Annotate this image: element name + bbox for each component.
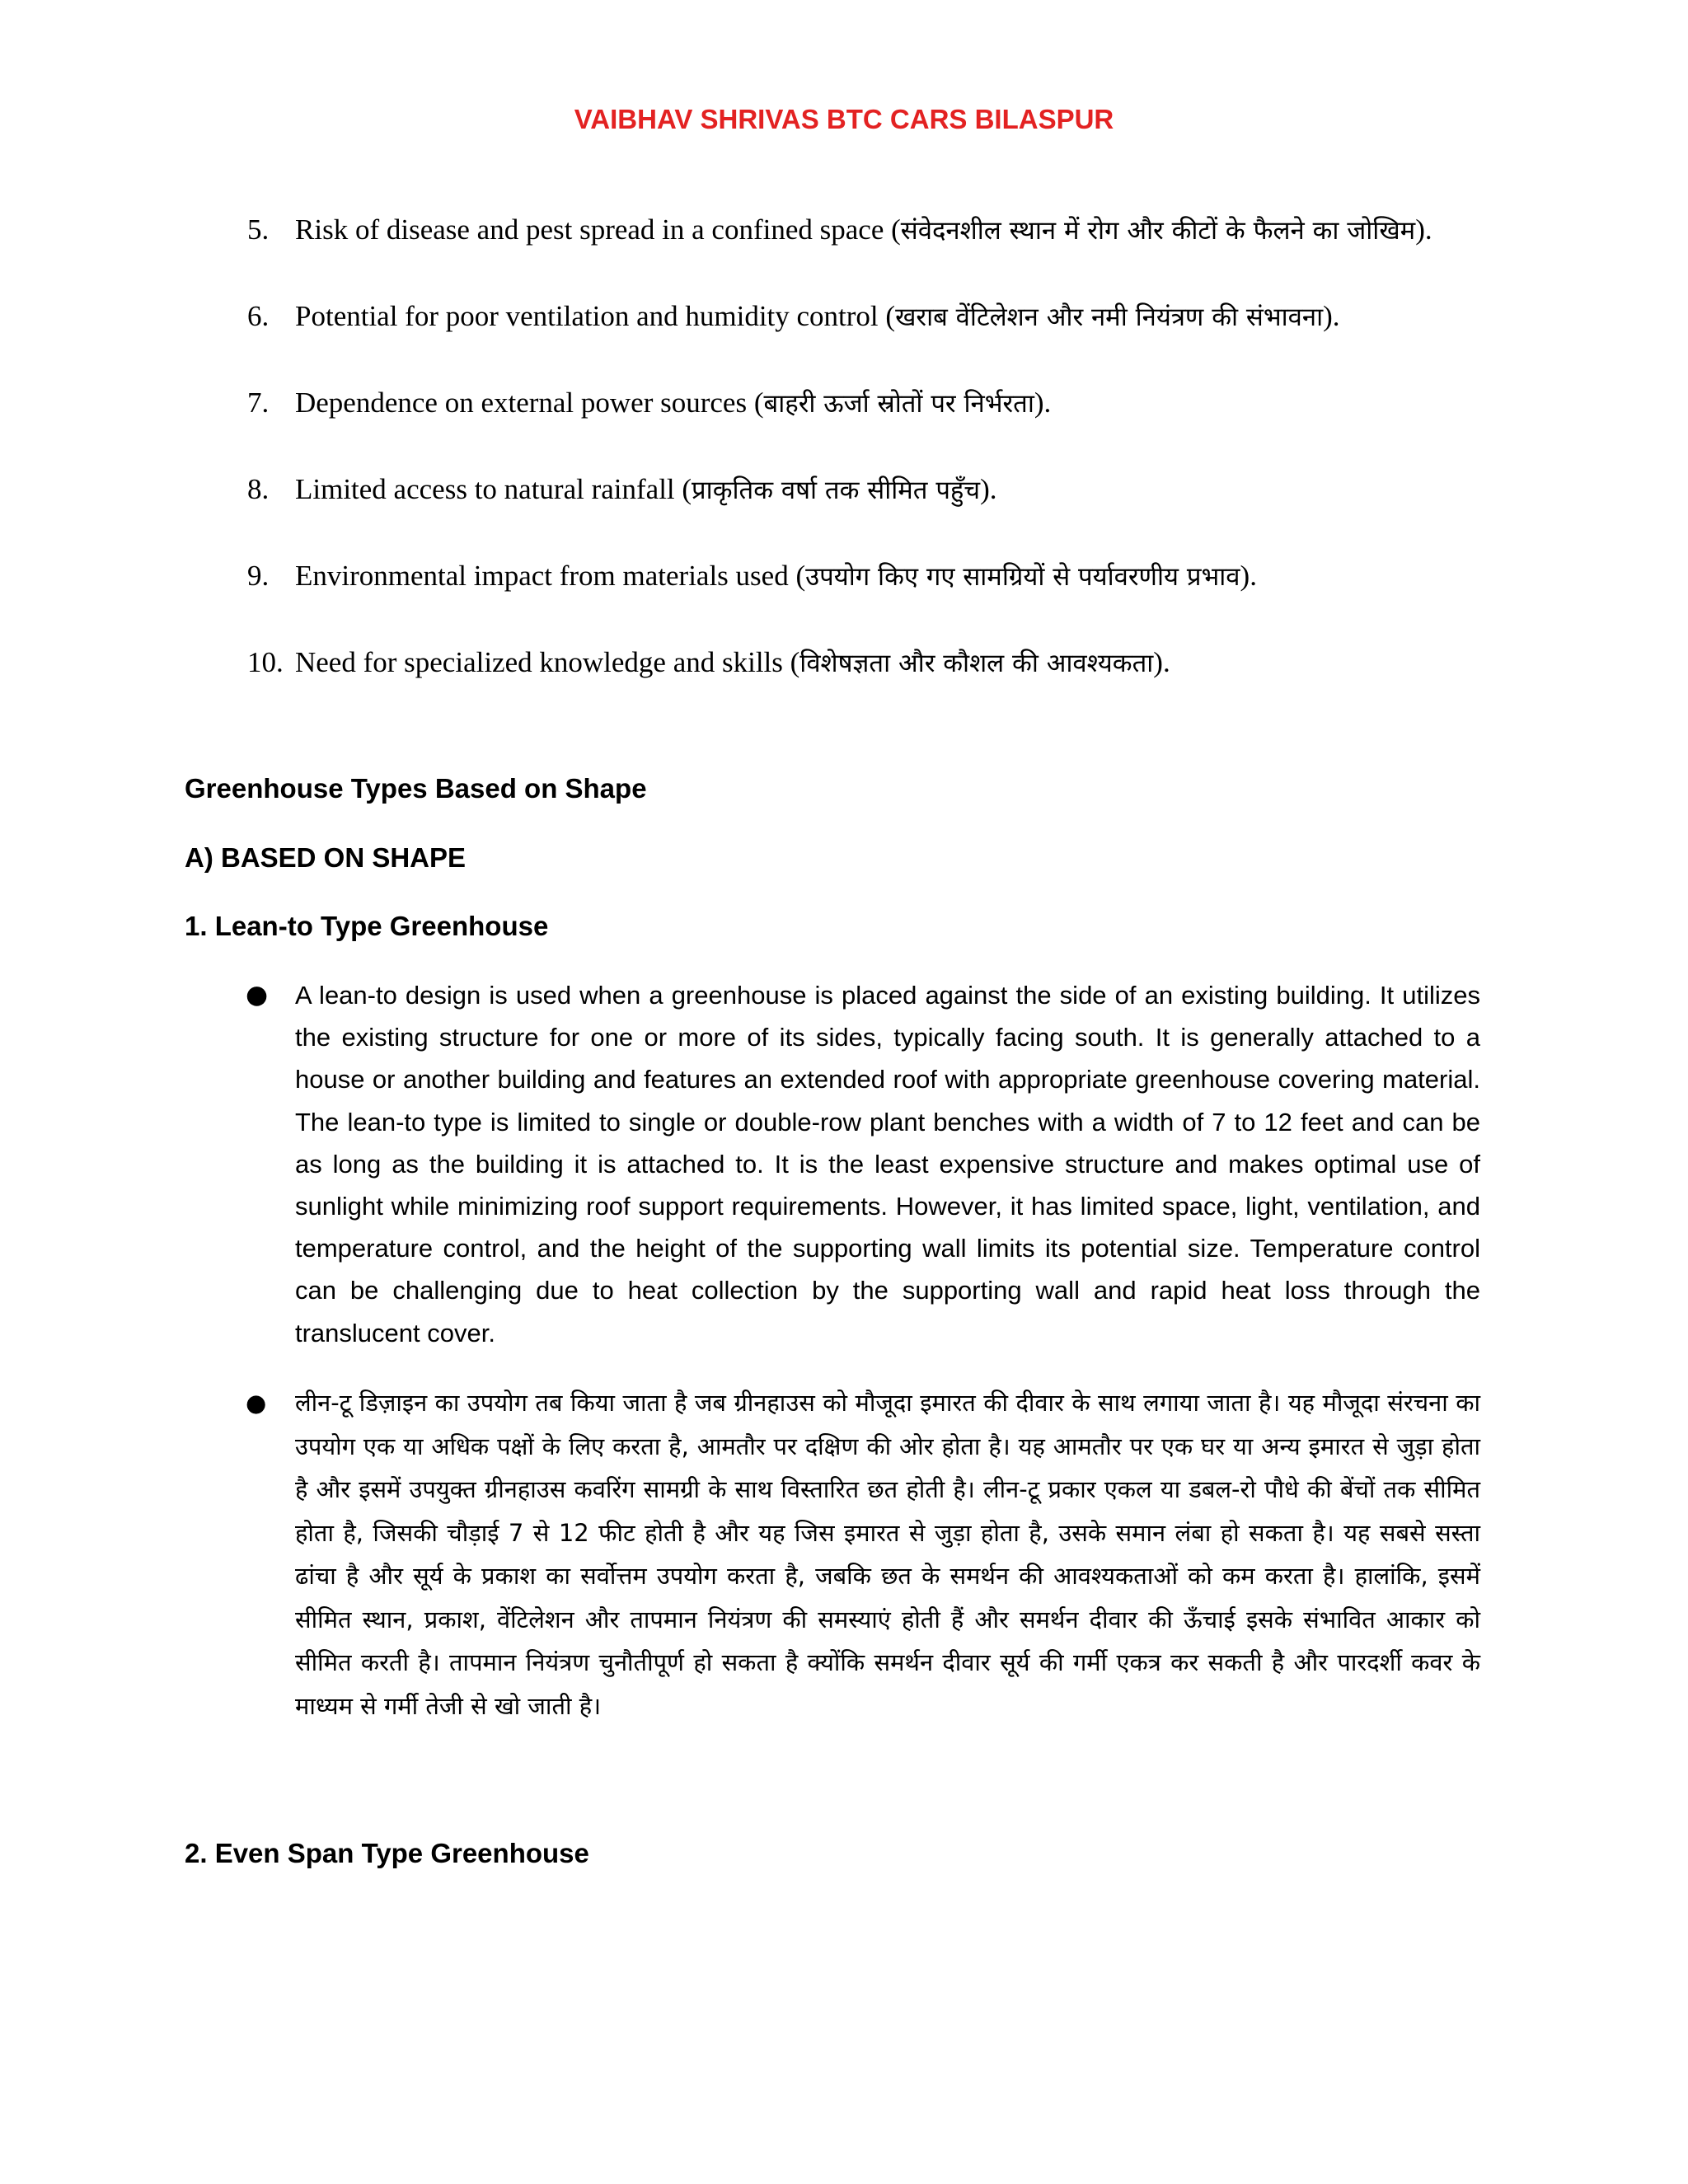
lean-to-english-list <box>247 974 1480 1354</box>
item-hindi-text: उपयोग किए गए सामग्रियों से पर्यावरणीय प्रभाव <box>805 562 1240 592</box>
even-span-heading: 2. Even Span Type Greenhouse <box>185 1838 589 1868</box>
item-hindi-text: खराब वेंटिलेशन और नमी नियंत्रण की संभावना <box>895 302 1324 332</box>
types-heading: Greenhouse Types Based on Shape <box>185 773 647 804</box>
item-number: 10. <box>247 646 284 678</box>
item-english-text: Need for specialized knowledge and skills ( <box>295 646 800 678</box>
item-tail: ). <box>1240 560 1257 592</box>
list-item <box>247 1381 1480 1727</box>
numbered-list <box>247 201 1484 720</box>
shape-heading: A) BASED ON SHAPE <box>185 842 467 873</box>
item-number: 5. <box>247 213 270 246</box>
item-tail: ). <box>1415 213 1432 246</box>
item-english-text: Dependence on external power sources ( <box>295 387 764 419</box>
item-tail: ). <box>980 473 997 505</box>
item-number: 7. <box>247 387 270 419</box>
list-item <box>247 634 1484 692</box>
item-number: 6. <box>247 300 270 332</box>
item-number: 8. <box>247 473 270 505</box>
lean-to-english-paragraph: A lean-to design is used when a greenhouse is placed against the side of an existing building. It utilizes the existing structure for one or more of its sides, typically facing south. It is generally attached to a house or another building and features an extended roof with appropriate greenhouse covering material. The lean-to type is limited to single or double-row plant benches with a width of 7 to 12 feet and can be as long as the building it is attached to. It is the least expensive structure and makes optimal use of sunlight while minimizing roof support requirements. However, it has limited space, light, ventilation, and temperature control, and the height of the supporting wall limits its potential size. Temperature control can be challenging due to heat collection by the supporting wall and rapid heat loss through the translucent cover. <box>295 981 1480 1347</box>
item-english-text: Limited access to natural rainfall ( <box>295 473 692 505</box>
list-item <box>247 288 1484 346</box>
list-item <box>247 201 1484 260</box>
item-hindi-text: बाहरी ऊर्जा स्रोतों पर निर्भरता <box>763 389 1034 419</box>
item-hindi-text: संवेदनशील स्थान में रोग और कीटों के फैलने का जोखिम <box>900 216 1416 246</box>
item-hindi-text: विशेषज्ञता और कौशल की आवश्यकता <box>799 649 1154 678</box>
bullet-icon: ● <box>246 980 269 1010</box>
bullet-icon: ● <box>246 1389 267 1417</box>
lean-to-hindi-paragraph: लीन-टू डिज़ाइन का उपयोग तब किया जाता है जब ग्रीनहाउस को मौजूदा इमारत की दीवार के साथ लगाया जाता है। यह मौजूदा संरचना का उपयोग एक या अधिक पक्षों के लिए करता है, आमतौर पर दक्षिण की ओर होता है। यह आमतौर पर एक घर या अन्य इमारत से जुड़ा होता है और इसमें उपयुक्त ग्रीनहाउस कवरिंग सामग्री के साथ विस्तारित छत होती है। लीन-टू प्रकार एकल या डबल-रो पौधे की बेंचों तक सीमित होता है, जिसकी चौड़ाई 7 से 12 फीट होती है और यह जिस इमारत से जुड़ा होता है, उसके समान लंबा हो सकता है। यह सबसे सस्ता ढांचा है और सूर्य के प्रकाश का सर्वोत्तम उपयोग करता है, जबकि छत के समर्थन की आवश्यकताओं को कम करता है। हालांकि, इसमें सीमित स्थान, प्रकाश, वेंटिलेशन और तापमान नियंत्रण की समस्याएं होती हैं और समर्थन दीवार की ऊँचाई इसके संभावित आकार को सीमित करती है। तापमान नियंत्रण चुनौतीपूर्ण हो सकता है क्योंकि समर्थन दीवार सूर्य की गर्मी एकत्र कर सकती है और पारदर्शी कवर के माध्यम से गर्मी तेजी से खो जाती है। <box>295 1389 1480 1720</box>
lean-to-hindi-list <box>247 1381 1480 1727</box>
list-item <box>247 461 1484 519</box>
item-tail: ). <box>1034 387 1052 419</box>
item-number: 9. <box>247 560 270 592</box>
list-item <box>247 547 1484 606</box>
lean-to-heading: 1. Lean-to Type Greenhouse <box>185 911 549 941</box>
item-hindi-text: प्राकृतिक वर्षा तक सीमित पहुँच <box>692 476 981 505</box>
list-item <box>247 974 1480 1354</box>
item-english-text: Risk of disease and pest spread in a confined space ( <box>295 213 901 246</box>
item-english-text: Potential for poor ventilation and humidity control ( <box>295 300 896 332</box>
page-header: VAIBHAV SHRIVAS BTC CARS BILASPUR <box>574 104 1114 134</box>
list-item <box>247 374 1484 433</box>
item-tail: ). <box>1323 300 1340 332</box>
item-english-text: Environmental impact from materials used ( <box>295 560 806 592</box>
item-tail: ). <box>1153 646 1170 678</box>
